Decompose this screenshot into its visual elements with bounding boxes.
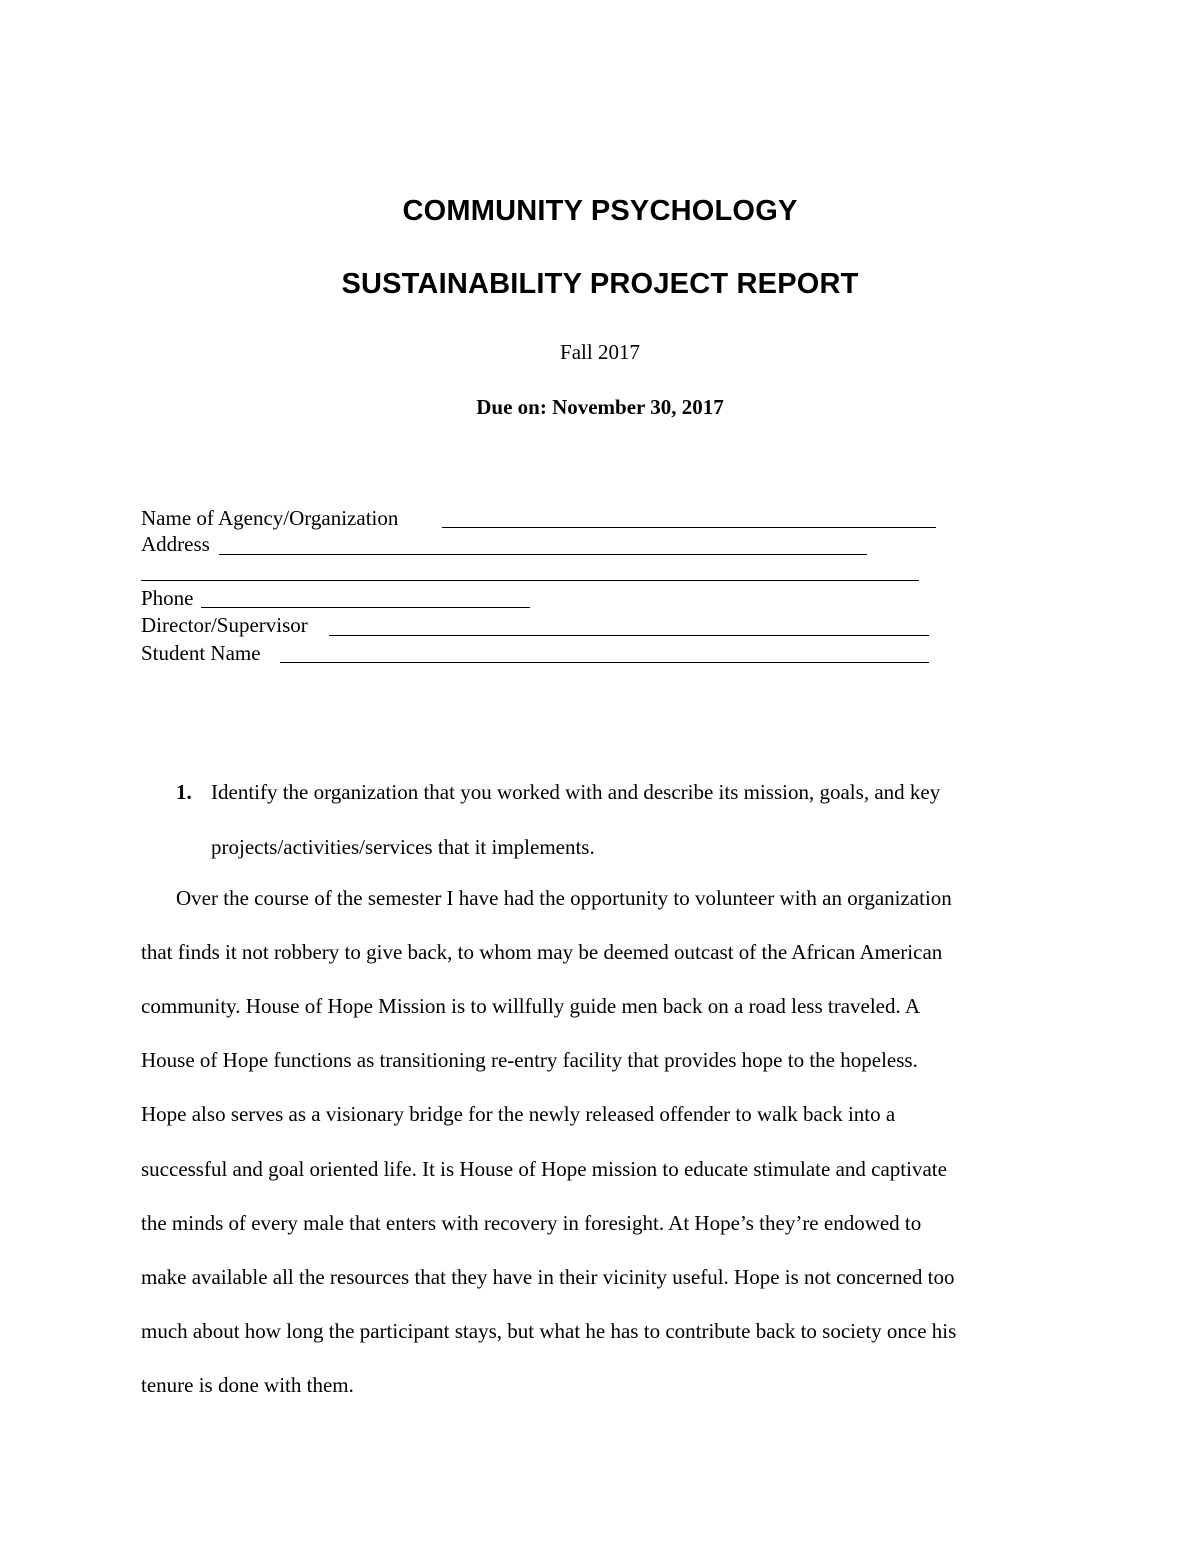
address-label: Address: [141, 532, 210, 556]
answer-line: Hope also serves as a visionary bridge for the newly released offender to walk back into a: [141, 1102, 896, 1126]
report-title-line2: SUSTAINABILITY PROJECT REPORT: [341, 268, 859, 300]
address-blank-line[interactable]: [219, 554, 867, 555]
answer-line: House of Hope functions as transitioning re-entry facility that provides hope to the hopeless.: [141, 1048, 918, 1072]
question-text-line2: projects/activities/services that it implements.: [211, 835, 595, 859]
director-blank-line[interactable]: [329, 635, 929, 636]
answer-line: much about how long the participant stays, but what he has to contribute back to society once his: [141, 1319, 957, 1343]
phone-blank-line[interactable]: [201, 607, 530, 608]
answer-line: Over the course of the semester I have had the opportunity to volunteer with an organization: [176, 886, 952, 910]
semester-label: Fall 2017: [560, 340, 640, 364]
question-text-line1: Identify the organization that you worked with and describe its mission, goals, and key: [211, 780, 941, 804]
director-label: Director/Supervisor: [141, 613, 308, 637]
report-title-line1: COMMUNITY PSYCHOLOGY: [402, 195, 798, 227]
agency-label: Name of Agency/Organization: [141, 506, 399, 530]
phone-label: Phone: [141, 586, 194, 610]
answer-line: tenure is done with them.: [141, 1373, 354, 1397]
question-number: 1.: [176, 780, 192, 804]
address-blank-line-2[interactable]: [141, 580, 919, 581]
student-name-label: Student Name: [141, 641, 261, 665]
answer-line: successful and goal oriented life. It is House of Hope mission to educate stimulate and captivate: [141, 1157, 947, 1181]
answer-line: the minds of every male that enters with recovery in foresight. At Hope’s they’re endowed to: [141, 1211, 922, 1235]
answer-line: that finds it not robbery to give back, to whom may be deemed outcast of the African American: [141, 940, 943, 964]
agency-blank-line[interactable]: [442, 527, 936, 528]
due-date: Due on: November 30, 2017: [476, 395, 724, 419]
answer-line: make available all the resources that they have in their vicinity useful. Hope is not concerned too: [141, 1265, 955, 1289]
answer-line: community. House of Hope Mission is to willfully guide men back on a road less traveled. A: [141, 994, 921, 1018]
student-name-blank-line[interactable]: [280, 662, 929, 663]
